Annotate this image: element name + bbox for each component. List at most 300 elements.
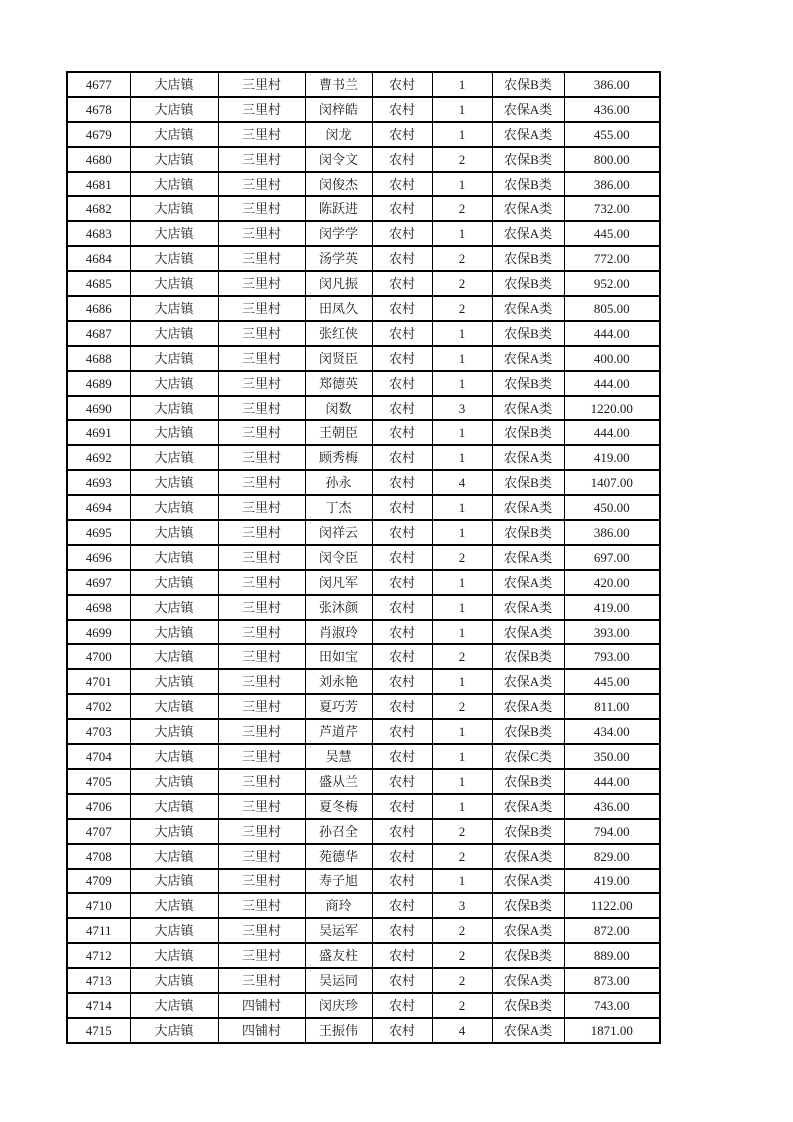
- cell-person-count: 3: [432, 396, 492, 421]
- cell-person-count: 2: [432, 196, 492, 221]
- cell-person-name: 寿子旭: [305, 869, 372, 894]
- cell-amount: 450.00: [564, 495, 660, 520]
- cell-residence-type: 农村: [372, 196, 432, 221]
- cell-person-count: 1: [432, 869, 492, 894]
- cell-amount: 444.00: [564, 321, 660, 346]
- cell-insurance-category: 农保A类: [492, 545, 564, 570]
- cell-residence-type: 农村: [372, 595, 432, 620]
- cell-person-name: 苑德华: [305, 844, 372, 869]
- cell-residence-type: 农村: [372, 445, 432, 470]
- cell-person-count: 2: [432, 993, 492, 1018]
- cell-town: 大店镇: [130, 694, 218, 719]
- table-row: [67, 371, 660, 396]
- cell-insurance-category: 农保A类: [492, 794, 564, 819]
- cell-village: 三里村: [218, 122, 305, 147]
- cell-amount: 386.00: [564, 72, 660, 97]
- cell-village: 三里村: [218, 520, 305, 545]
- cell-amount: 872.00: [564, 918, 660, 943]
- cell-town: 大店镇: [130, 147, 218, 172]
- cell-insurance-category: 农保C类: [492, 744, 564, 769]
- cell-residence-type: 农村: [372, 993, 432, 1018]
- cell-serial-number: 4692: [67, 445, 130, 470]
- cell-insurance-category: 农保A类: [492, 396, 564, 421]
- cell-insurance-category: 农保A类: [492, 844, 564, 869]
- cell-person-name: 商玲: [305, 893, 372, 918]
- cell-insurance-category: 农保A类: [492, 196, 564, 221]
- cell-person-count: 1: [432, 445, 492, 470]
- cell-insurance-category: 农保B类: [492, 769, 564, 794]
- cell-village: 三里村: [218, 221, 305, 246]
- cell-village: 三里村: [218, 669, 305, 694]
- cell-village: 三里村: [218, 371, 305, 396]
- cell-person-name: 顾秀梅: [305, 445, 372, 470]
- cell-village: 三里村: [218, 844, 305, 869]
- cell-amount: 732.00: [564, 196, 660, 221]
- cell-insurance-category: 农保B类: [492, 943, 564, 968]
- cell-amount: 697.00: [564, 545, 660, 570]
- cell-person-count: 2: [432, 943, 492, 968]
- cell-serial-number: 4689: [67, 371, 130, 396]
- cell-residence-type: 农村: [372, 570, 432, 595]
- cell-residence-type: 农村: [372, 620, 432, 645]
- cell-village: 三里村: [218, 869, 305, 894]
- cell-serial-number: 4713: [67, 968, 130, 993]
- cell-residence-type: 农村: [372, 246, 432, 271]
- cell-person-name: 闵数: [305, 396, 372, 421]
- cell-insurance-category: 农保B类: [492, 819, 564, 844]
- cell-village: 三里村: [218, 271, 305, 296]
- cell-person-count: 1: [432, 346, 492, 371]
- cell-amount: 805.00: [564, 296, 660, 321]
- cell-person-count: 4: [432, 1018, 492, 1043]
- table-row: [67, 744, 660, 769]
- cell-serial-number: 4691: [67, 420, 130, 445]
- cell-town: 大店镇: [130, 271, 218, 296]
- cell-town: 大店镇: [130, 1018, 218, 1043]
- cell-amount: 829.00: [564, 844, 660, 869]
- cell-village: 三里村: [218, 694, 305, 719]
- cell-person-count: 4: [432, 470, 492, 495]
- cell-village: 三里村: [218, 420, 305, 445]
- cell-insurance-category: 农保B类: [492, 893, 564, 918]
- cell-person-count: 1: [432, 520, 492, 545]
- cell-person-name: 汤学英: [305, 246, 372, 271]
- cell-town: 大店镇: [130, 744, 218, 769]
- table-row: [67, 719, 660, 744]
- cell-village: 四铺村: [218, 1018, 305, 1043]
- cell-insurance-category: 农保B类: [492, 719, 564, 744]
- cell-town: 大店镇: [130, 620, 218, 645]
- table-row: [67, 97, 660, 122]
- cell-serial-number: 4694: [67, 495, 130, 520]
- cell-person-name: 曹书兰: [305, 72, 372, 97]
- cell-amount: 420.00: [564, 570, 660, 595]
- cell-village: 三里村: [218, 470, 305, 495]
- cell-serial-number: 4682: [67, 196, 130, 221]
- cell-serial-number: 4679: [67, 122, 130, 147]
- cell-serial-number: 4701: [67, 669, 130, 694]
- table-row: [67, 644, 660, 669]
- cell-serial-number: 4714: [67, 993, 130, 1018]
- cell-person-name: 张沐颜: [305, 595, 372, 620]
- cell-amount: 436.00: [564, 97, 660, 122]
- cell-person-count: 1: [432, 769, 492, 794]
- cell-village: 三里村: [218, 819, 305, 844]
- cell-insurance-category: 农保B类: [492, 147, 564, 172]
- cell-serial-number: 4705: [67, 769, 130, 794]
- cell-serial-number: 4710: [67, 893, 130, 918]
- cell-person-count: 2: [432, 545, 492, 570]
- cell-person-name: 盛友柱: [305, 943, 372, 968]
- cell-town: 大店镇: [130, 72, 218, 97]
- cell-residence-type: 农村: [372, 819, 432, 844]
- cell-amount: 952.00: [564, 271, 660, 296]
- cell-person-name: 闵令臣: [305, 545, 372, 570]
- benefit-roster-table: [66, 71, 661, 1044]
- cell-insurance-category: 农保A类: [492, 495, 564, 520]
- cell-person-name: 闵梓皓: [305, 97, 372, 122]
- table-row: [67, 620, 660, 645]
- cell-residence-type: 农村: [372, 943, 432, 968]
- cell-insurance-category: 农保A类: [492, 97, 564, 122]
- table-row: [67, 396, 660, 421]
- cell-serial-number: 4681: [67, 172, 130, 197]
- cell-serial-number: 4708: [67, 844, 130, 869]
- cell-person-name: 盛从兰: [305, 769, 372, 794]
- cell-amount: 1122.00: [564, 893, 660, 918]
- table-row: [67, 943, 660, 968]
- cell-town: 大店镇: [130, 893, 218, 918]
- cell-serial-number: 4685: [67, 271, 130, 296]
- cell-serial-number: 4698: [67, 595, 130, 620]
- table-row: [67, 147, 660, 172]
- cell-person-count: 2: [432, 844, 492, 869]
- cell-serial-number: 4680: [67, 147, 130, 172]
- cell-person-name: 闵凡振: [305, 271, 372, 296]
- cell-person-name: 芦道芹: [305, 719, 372, 744]
- cell-insurance-category: 农保B类: [492, 993, 564, 1018]
- cell-town: 大店镇: [130, 869, 218, 894]
- table-row: [67, 844, 660, 869]
- table-row: [67, 769, 660, 794]
- cell-town: 大店镇: [130, 122, 218, 147]
- cell-residence-type: 农村: [372, 271, 432, 296]
- cell-person-count: 1: [432, 719, 492, 744]
- cell-insurance-category: 农保A类: [492, 1018, 564, 1043]
- cell-residence-type: 农村: [372, 470, 432, 495]
- cell-residence-type: 农村: [372, 172, 432, 197]
- table-row: [67, 993, 660, 1018]
- cell-person-name: 夏巧芳: [305, 694, 372, 719]
- cell-person-name: 张红侠: [305, 321, 372, 346]
- cell-village: 三里村: [218, 296, 305, 321]
- cell-residence-type: 农村: [372, 769, 432, 794]
- cell-person-count: 2: [432, 246, 492, 271]
- cell-person-count: 1: [432, 669, 492, 694]
- cell-town: 大店镇: [130, 844, 218, 869]
- table-row: [67, 570, 660, 595]
- table-row: [67, 246, 660, 271]
- cell-town: 大店镇: [130, 172, 218, 197]
- cell-village: 三里村: [218, 719, 305, 744]
- cell-residence-type: 农村: [372, 719, 432, 744]
- cell-person-name: 闵凡军: [305, 570, 372, 595]
- cell-person-count: 1: [432, 744, 492, 769]
- table-row: [67, 545, 660, 570]
- cell-town: 大店镇: [130, 644, 218, 669]
- table-row: [67, 221, 660, 246]
- cell-serial-number: 4706: [67, 794, 130, 819]
- cell-village: 三里村: [218, 620, 305, 645]
- cell-town: 大店镇: [130, 520, 218, 545]
- cell-amount: 350.00: [564, 744, 660, 769]
- cell-amount: 793.00: [564, 644, 660, 669]
- cell-person-count: 2: [432, 918, 492, 943]
- cell-town: 大店镇: [130, 595, 218, 620]
- cell-town: 大店镇: [130, 420, 218, 445]
- cell-residence-type: 农村: [372, 918, 432, 943]
- cell-residence-type: 农村: [372, 396, 432, 421]
- cell-amount: 400.00: [564, 346, 660, 371]
- cell-town: 大店镇: [130, 719, 218, 744]
- cell-village: 三里村: [218, 893, 305, 918]
- cell-person-name: 吴慧: [305, 744, 372, 769]
- cell-serial-number: 4707: [67, 819, 130, 844]
- cell-insurance-category: 农保B类: [492, 271, 564, 296]
- table-row: [67, 869, 660, 894]
- cell-village: 三里村: [218, 744, 305, 769]
- cell-person-name: 丁杰: [305, 495, 372, 520]
- cell-insurance-category: 农保A类: [492, 694, 564, 719]
- cell-town: 大店镇: [130, 993, 218, 1018]
- cell-person-name: 闵祥云: [305, 520, 372, 545]
- cell-serial-number: 4686: [67, 296, 130, 321]
- cell-residence-type: 农村: [372, 371, 432, 396]
- cell-town: 大店镇: [130, 794, 218, 819]
- cell-town: 大店镇: [130, 396, 218, 421]
- cell-amount: 436.00: [564, 794, 660, 819]
- cell-town: 大店镇: [130, 445, 218, 470]
- cell-amount: 772.00: [564, 246, 660, 271]
- cell-person-name: 孙永: [305, 470, 372, 495]
- cell-residence-type: 农村: [372, 321, 432, 346]
- cell-village: 三里村: [218, 769, 305, 794]
- cell-amount: 873.00: [564, 968, 660, 993]
- cell-town: 大店镇: [130, 296, 218, 321]
- cell-residence-type: 农村: [372, 495, 432, 520]
- cell-village: 四铺村: [218, 993, 305, 1018]
- table-row: [67, 470, 660, 495]
- cell-person-count: 2: [432, 694, 492, 719]
- cell-residence-type: 农村: [372, 221, 432, 246]
- cell-insurance-category: 农保A类: [492, 221, 564, 246]
- cell-insurance-category: 农保B类: [492, 246, 564, 271]
- cell-residence-type: 农村: [372, 72, 432, 97]
- cell-person-count: 1: [432, 371, 492, 396]
- cell-person-count: 2: [432, 147, 492, 172]
- cell-insurance-category: 农保B类: [492, 644, 564, 669]
- table-row: [67, 794, 660, 819]
- cell-person-name: 夏冬梅: [305, 794, 372, 819]
- cell-serial-number: 4688: [67, 346, 130, 371]
- cell-town: 大店镇: [130, 545, 218, 570]
- cell-person-count: 1: [432, 420, 492, 445]
- cell-town: 大店镇: [130, 196, 218, 221]
- cell-serial-number: 4715: [67, 1018, 130, 1043]
- cell-residence-type: 农村: [372, 545, 432, 570]
- cell-residence-type: 农村: [372, 744, 432, 769]
- cell-village: 三里村: [218, 794, 305, 819]
- cell-serial-number: 4695: [67, 520, 130, 545]
- table-row: [67, 893, 660, 918]
- cell-town: 大店镇: [130, 495, 218, 520]
- cell-insurance-category: 农保A类: [492, 570, 564, 595]
- cell-amount: 1220.00: [564, 396, 660, 421]
- cell-residence-type: 农村: [372, 794, 432, 819]
- cell-insurance-category: 农保A类: [492, 122, 564, 147]
- table-row: [67, 321, 660, 346]
- cell-insurance-category: 农保A类: [492, 296, 564, 321]
- cell-village: 三里村: [218, 918, 305, 943]
- table-row: [67, 445, 660, 470]
- cell-serial-number: 4678: [67, 97, 130, 122]
- cell-amount: 455.00: [564, 122, 660, 147]
- table-row: [67, 669, 660, 694]
- cell-person-name: 闵庆珍: [305, 993, 372, 1018]
- cell-insurance-category: 农保A类: [492, 595, 564, 620]
- cell-village: 三里村: [218, 495, 305, 520]
- cell-amount: 434.00: [564, 719, 660, 744]
- cell-person-name: 王朝臣: [305, 420, 372, 445]
- cell-village: 三里村: [218, 97, 305, 122]
- cell-person-count: 2: [432, 819, 492, 844]
- cell-person-name: 肖淑玲: [305, 620, 372, 645]
- cell-residence-type: 农村: [372, 122, 432, 147]
- cell-village: 三里村: [218, 644, 305, 669]
- cell-serial-number: 4693: [67, 470, 130, 495]
- cell-village: 三里村: [218, 246, 305, 271]
- cell-town: 大店镇: [130, 943, 218, 968]
- table-row: [67, 595, 660, 620]
- cell-serial-number: 4684: [67, 246, 130, 271]
- cell-village: 三里村: [218, 196, 305, 221]
- cell-residence-type: 农村: [372, 1018, 432, 1043]
- cell-insurance-category: 农保B类: [492, 520, 564, 545]
- cell-serial-number: 4702: [67, 694, 130, 719]
- cell-insurance-category: 农保A类: [492, 968, 564, 993]
- cell-person-count: 1: [432, 620, 492, 645]
- cell-village: 三里村: [218, 147, 305, 172]
- table-row: [67, 172, 660, 197]
- cell-person-count: 1: [432, 97, 492, 122]
- cell-serial-number: 4703: [67, 719, 130, 744]
- cell-town: 大店镇: [130, 371, 218, 396]
- cell-amount: 445.00: [564, 221, 660, 246]
- table-row: [67, 968, 660, 993]
- cell-amount: 419.00: [564, 869, 660, 894]
- cell-residence-type: 农村: [372, 97, 432, 122]
- cell-village: 三里村: [218, 570, 305, 595]
- cell-person-name: 吴运军: [305, 918, 372, 943]
- cell-amount: 444.00: [564, 420, 660, 445]
- cell-village: 三里村: [218, 72, 305, 97]
- cell-village: 三里村: [218, 545, 305, 570]
- cell-residence-type: 农村: [372, 893, 432, 918]
- cell-insurance-category: 农保B类: [492, 371, 564, 396]
- cell-town: 大店镇: [130, 968, 218, 993]
- cell-town: 大店镇: [130, 221, 218, 246]
- cell-serial-number: 4709: [67, 869, 130, 894]
- cell-amount: 444.00: [564, 371, 660, 396]
- cell-residence-type: 农村: [372, 147, 432, 172]
- cell-person-count: 1: [432, 221, 492, 246]
- cell-residence-type: 农村: [372, 844, 432, 869]
- cell-insurance-category: 农保B类: [492, 420, 564, 445]
- cell-amount: 419.00: [564, 595, 660, 620]
- cell-village: 三里村: [218, 445, 305, 470]
- cell-person-name: 闵龙: [305, 122, 372, 147]
- table-row: [67, 520, 660, 545]
- cell-person-name: 闵令文: [305, 147, 372, 172]
- cell-insurance-category: 农保B类: [492, 321, 564, 346]
- cell-person-count: 2: [432, 296, 492, 321]
- cell-residence-type: 农村: [372, 968, 432, 993]
- cell-insurance-category: 农保A类: [492, 918, 564, 943]
- cell-village: 三里村: [218, 943, 305, 968]
- cell-person-name: 陈跃进: [305, 196, 372, 221]
- cell-village: 三里村: [218, 172, 305, 197]
- cell-residence-type: 农村: [372, 869, 432, 894]
- cell-serial-number: 4699: [67, 620, 130, 645]
- cell-village: 三里村: [218, 968, 305, 993]
- table-row: [67, 918, 660, 943]
- table-row: [67, 819, 660, 844]
- table-row: [67, 495, 660, 520]
- cell-town: 大店镇: [130, 470, 218, 495]
- table-row: [67, 694, 660, 719]
- cell-person-count: 2: [432, 968, 492, 993]
- cell-amount: 1407.00: [564, 470, 660, 495]
- cell-insurance-category: 农保A类: [492, 869, 564, 894]
- cell-serial-number: 4683: [67, 221, 130, 246]
- cell-insurance-category: 农保A类: [492, 669, 564, 694]
- table-row: [67, 271, 660, 296]
- cell-town: 大店镇: [130, 769, 218, 794]
- cell-amount: 1871.00: [564, 1018, 660, 1043]
- cell-person-count: 1: [432, 172, 492, 197]
- cell-serial-number: 4687: [67, 321, 130, 346]
- cell-residence-type: 农村: [372, 694, 432, 719]
- cell-insurance-category: 农保A类: [492, 346, 564, 371]
- cell-town: 大店镇: [130, 97, 218, 122]
- cell-person-count: 1: [432, 570, 492, 595]
- cell-residence-type: 农村: [372, 296, 432, 321]
- cell-amount: 743.00: [564, 993, 660, 1018]
- cell-village: 三里村: [218, 595, 305, 620]
- cell-amount: 386.00: [564, 172, 660, 197]
- cell-serial-number: 4711: [67, 918, 130, 943]
- cell-village: 三里村: [218, 396, 305, 421]
- cell-residence-type: 农村: [372, 520, 432, 545]
- table-row: [67, 72, 660, 97]
- cell-town: 大店镇: [130, 819, 218, 844]
- cell-amount: 419.00: [564, 445, 660, 470]
- cell-residence-type: 农村: [372, 346, 432, 371]
- cell-person-count: 1: [432, 794, 492, 819]
- cell-village: 三里村: [218, 346, 305, 371]
- cell-person-count: 1: [432, 595, 492, 620]
- cell-person-count: 2: [432, 644, 492, 669]
